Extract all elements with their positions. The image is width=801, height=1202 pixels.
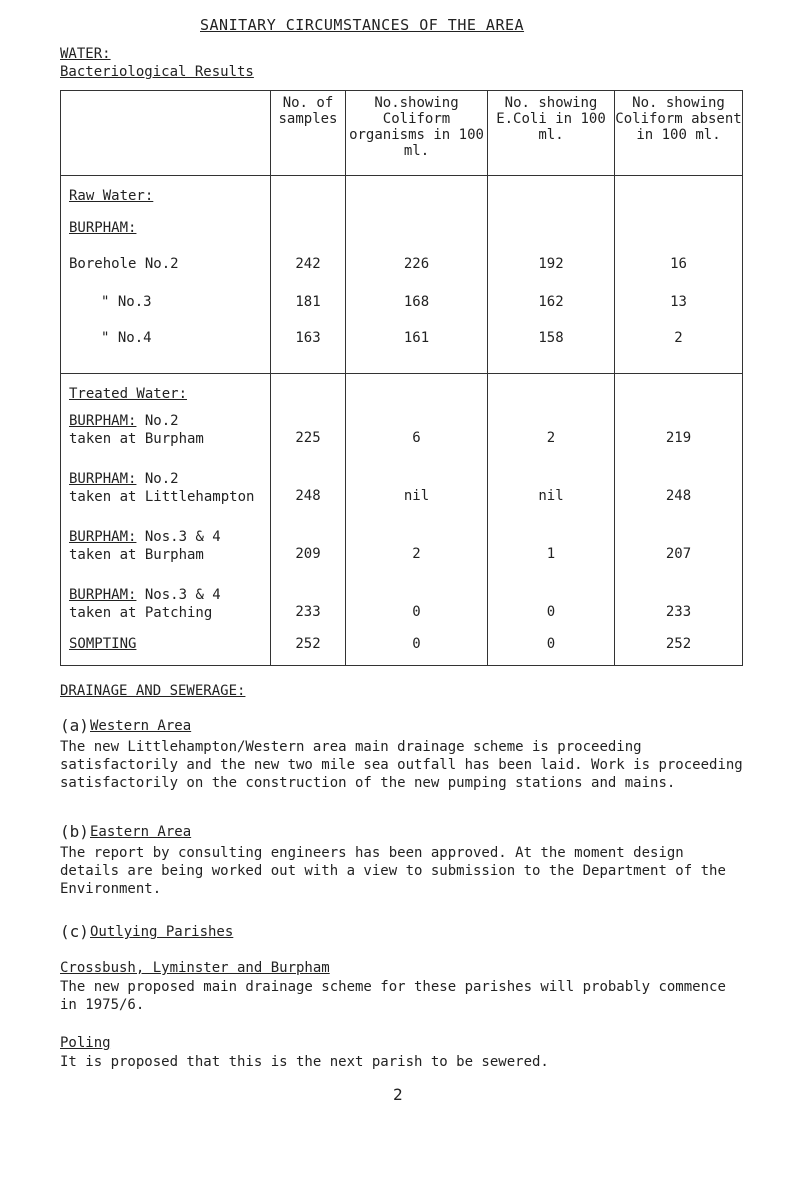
section-b-title: Eastern Area: [90, 824, 192, 840]
header-label: [61, 91, 271, 176]
drainage-heading: DRAINAGE AND SEWERAGE:: [60, 683, 246, 699]
table-row: SOMPTING 252 0 0 252: [61, 630, 743, 666]
table-header-row: [61, 91, 743, 176]
poling-heading: Poling: [60, 1035, 111, 1051]
section-b-marker: (b): [60, 822, 89, 841]
poling-text: It is proposed that this is the next parish to be sewered.: [60, 1054, 549, 1070]
section-a-text: The new Littlehampton/Western area main drainage scheme is proceeding satisfactorily and the new two mile sea outfall has been laid. Work is proceeding satisfactorily on the construction of the new pumping stations and mains.: [60, 739, 743, 791]
outlying-parishes-subheading: Crossbush, Lyminster and Burpham: [60, 960, 330, 976]
place-label: BURPHAM:: [69, 586, 137, 603]
header-samples: No. of samples: [271, 91, 346, 176]
section-a-marker: (a): [60, 716, 89, 735]
table-row: BURPHAM: No.2 taken at Burpham 225 6 2 219: [61, 404, 743, 462]
table-row: BURPHAM: No.2 taken at Littlehampton 248 nil nil 248: [61, 462, 743, 520]
water-heading: WATER:: [60, 46, 111, 62]
page-heading: SANITARY CIRCUMSTANCES OF THE AREA: [200, 16, 525, 34]
treated-water-title: Treated Water:: [69, 386, 188, 402]
page-number: 2: [393, 1085, 403, 1104]
header-ecoli: No. showing E.Coli in 100 ml.: [488, 91, 615, 176]
section-a-title: Western Area: [90, 718, 192, 734]
table-row: BURPHAM: Nos.3 & 4 taken at Burpham 209 2 1 207: [61, 520, 743, 578]
section-c-title: Outlying Parishes: [90, 924, 234, 940]
table-row: " No.3 181 168 162 13: [61, 286, 743, 322]
bacteriological-results-table: [60, 90, 743, 666]
section-b-text: The report by consulting engineers has been approved. At the moment design details are being worked out with a view to submission to the Department of the Environment.: [60, 845, 726, 897]
table-row: BURPHAM: Nos.3 & 4 taken at Patching 233 0 0 233: [61, 578, 743, 630]
raw-burpham-label: BURPHAM:: [69, 219, 137, 236]
section-c-marker: (c): [60, 922, 89, 941]
place-label: SOMPTING: [69, 635, 137, 652]
table-row: Borehole No.2 242 226 192 16: [61, 246, 743, 286]
place-label: BURPHAM:: [69, 470, 137, 487]
raw-water-title: Raw Water:: [69, 188, 154, 204]
header-absent: No. showing Coliform absent in 100 ml.: [615, 91, 743, 176]
bacteriological-heading: Bacteriological Results: [60, 64, 254, 80]
section-c-text: The new proposed main drainage scheme for these parishes will probably commence in 1975/6.: [60, 979, 726, 1013]
table-row: " No.4 163 161 158 2: [61, 322, 743, 374]
place-label: BURPHAM:: [69, 412, 137, 429]
header-coliform: No.showing Coliform organisms in 100 ml.: [346, 91, 488, 176]
place-label: BURPHAM:: [69, 528, 137, 545]
